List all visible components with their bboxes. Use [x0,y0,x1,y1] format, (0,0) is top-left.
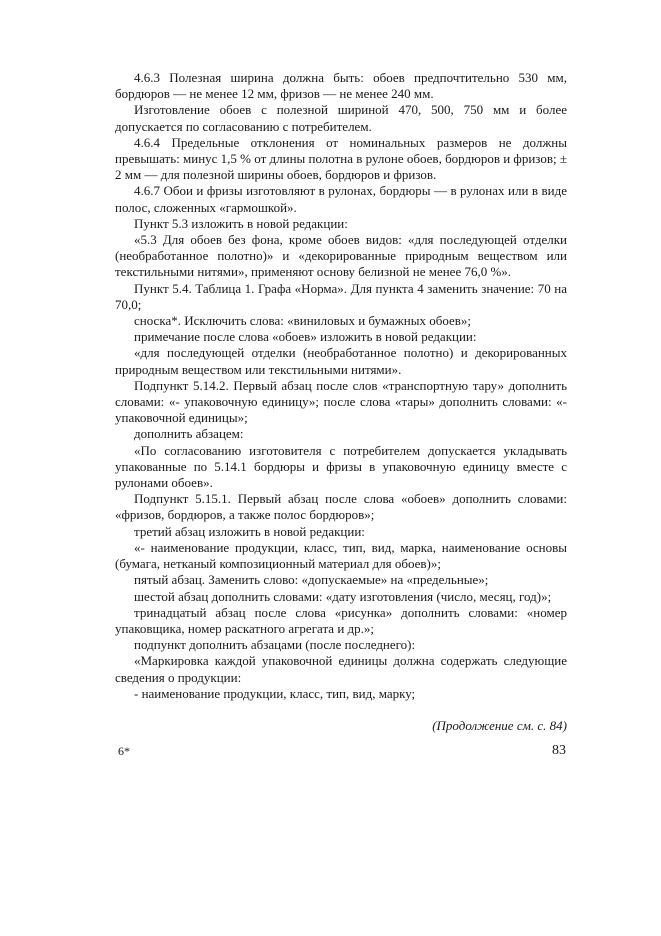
paragraph-fifth-clause: пятый абзац. Заменить слово: «допускаемые» на «предельные»; [134,572,489,588]
paragraph-5-14-2: Подпункт 5.14.2. Первый абзац после слов «транспортную тару» дополнить словами: «- упаковочную единицу»; после слова «тары» дополнить словами: «- упаковочной единицы»; [115,377,567,426]
paragraph-4-6-7: 4.6.7 Обои и фризы изготовляют в рулонах, бордюры — в рулонах или в виде полос, сложенных «гармошкой». [115,183,567,215]
continuation-note: (Продолжение см. с. 84) [432,718,567,733]
paragraph-marking: «Маркировка каждой упаковочной единицы должна содержать следующие сведения о продукции: [115,653,567,685]
page-number: 83 [552,743,566,758]
paragraph-note: примечание после слова «обоев» изложить в новой редакции: [134,329,477,345]
paragraph-thirteenth-clause: тринадцатый абзац после слова «рисунка» дополнить словами: «номер упаковщика, номер раскатного агрегата и др.»; [115,604,567,636]
paragraph-sixth-clause: шестой абзац дополнить словами: «дату изготовления (число, месяц, год)»; [134,588,552,604]
paragraph-third-clause-text: «- наименование продукции, класс, тип, вид, марка, наименование основы (бумага, нетканый композиционный материал для обоев)»; [115,539,567,572]
paragraph-4-6-3: 4.6.3 Полезная ширина должна быть: обоев предпочтительно 530 мм, бордюров — не менее 12 мм, фризов — не менее 240 мм. [115,70,567,102]
paragraph-5-15-1: Подпункт 5.15.1. Первый абзац после слова «обоев» дополнить словами: «фризов, бордюров, а также полос бордюров»; [115,491,567,523]
paragraph-point-5-4: Пункт 5.4. Таблица 1. Графа «Норма». Для пункта 4 заменить значение: 70 на 70,0; [115,280,567,312]
paragraph-width-agreement: Изготовление обоев с полезной шириной 470, 500, 750 мм и более допускается по согласованию с потребителем. [115,102,567,134]
paragraph-note-text: «для последующей отделки (необработанное полотно) и декорированных природным веществом или текстильными нитями». [115,345,567,377]
paragraph-footnote: сноска*. Исключить слова: «виниловых и бумажных обоев»; [134,313,471,329]
paragraph-agreement-packing: «По согласованию изготовителя с потребителем допускается укладывать упакованные по 5.14.1 бордюры и фризы в упаковочную единицу вместе с рулонами обоев». [115,442,567,491]
paragraph-marking-item: - наименование продукции, класс, тип, вид, марку; [134,685,416,701]
paragraph-add-after-last: подпункт дополнить абзацами (после последнего): [134,637,416,653]
paragraph-third-clause: третий абзац изложить в новой редакции: [134,523,365,539]
paragraph-5-3-text: «5.3 Для обоев без фона, кроме обоев видов: «для последующей отделки (необработанное полотно)» и «декорированные природным веществом или текстильными нитями», применяют основу белизной не менее 76,0 %». [115,232,567,280]
signature-mark: 6* [118,744,130,758]
paragraph-4-6-4: 4.6.4 Предельные отклонения от номинальных размеров не должны превышать: минус 1,5 % от длины полотна в рулоне обоев, бордюров и фризов; ± 2 мм — для полезной ширины обоев, бордюров и фризов. [115,134,568,183]
document-body [115,70,567,870]
paragraph-point-5-3: Пункт 5.3 изложить в новой редакции: [134,215,348,231]
paragraph-add-clause: дополнить абзацем: [134,426,244,442]
